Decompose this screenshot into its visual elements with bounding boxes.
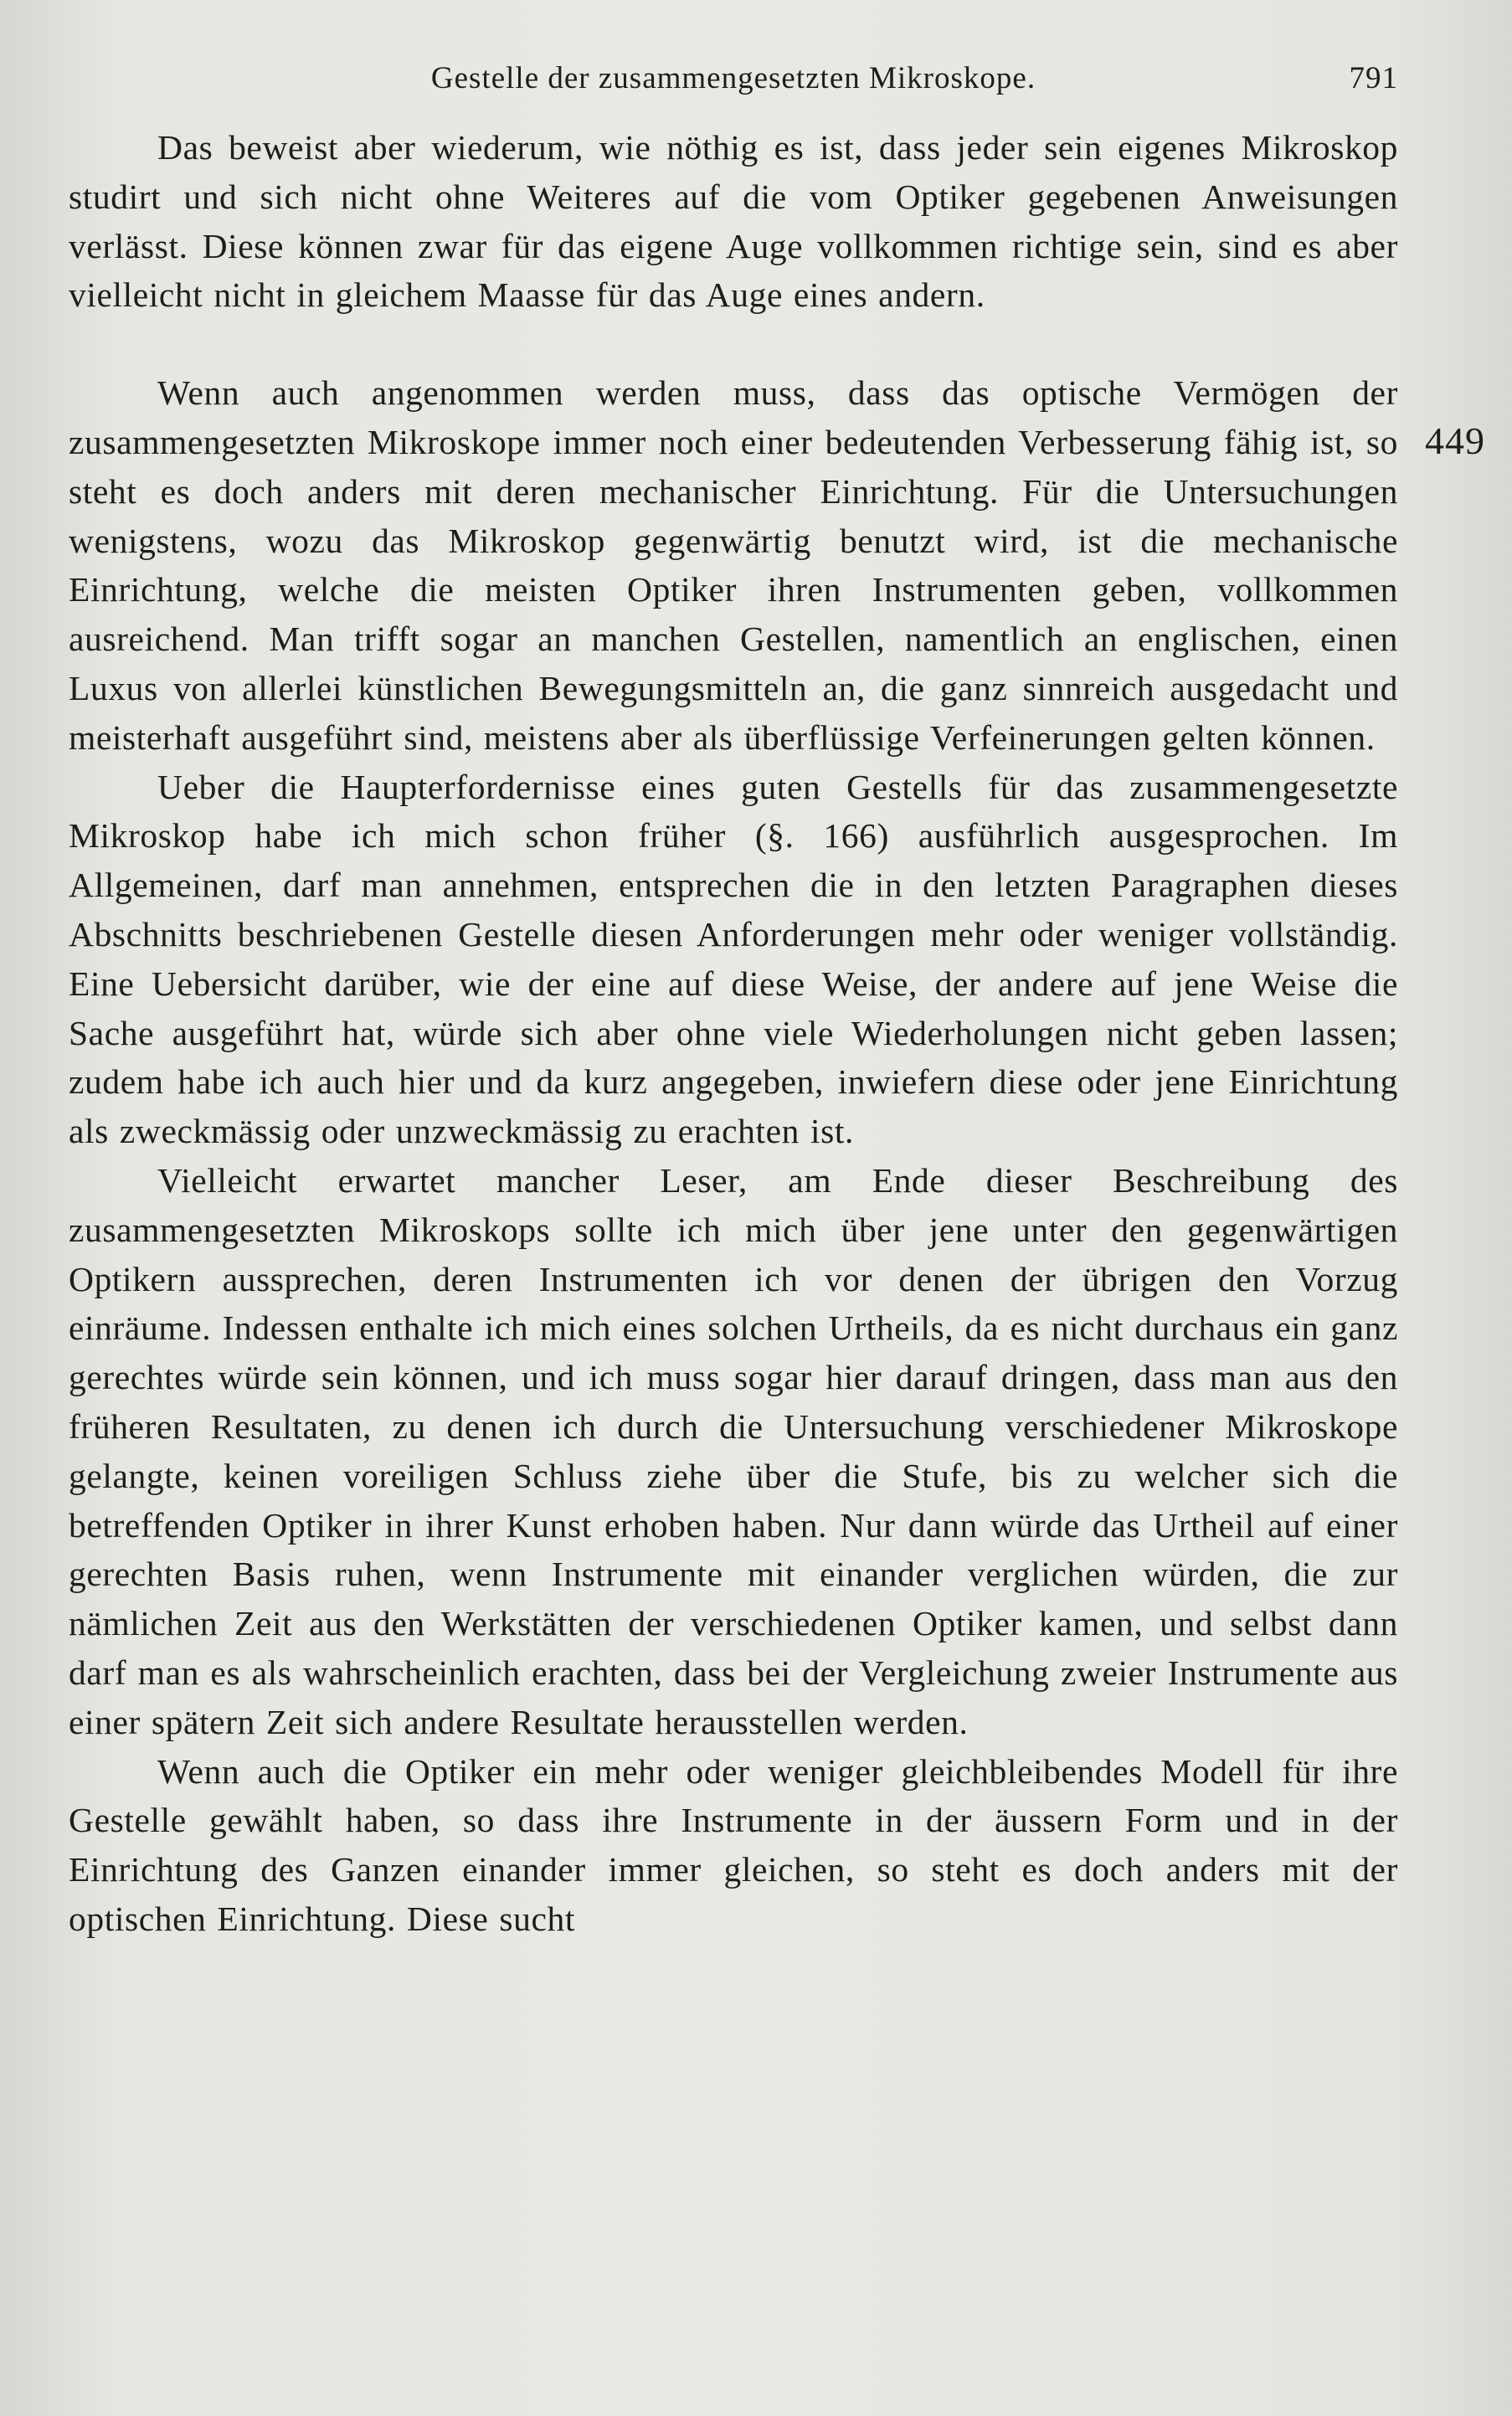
running-title: Gestelle der zusammengesetzten Mikroskope. (430, 61, 1036, 95)
paragraph-3: Ueber die Haupterfordernisse eines guten Gestells für das zusammengesetzte Mikroskop habe ich mich schon früher (§. 166) ausführlich ausgesprochen. Im Allgemeinen, darf man annehmen, entsprechen die in den letzten Paragraphen dieses Abschnitts beschriebenen Gestelle diesen Anforderungen mehr oder weniger vollständig. Eine Uebersicht darüber, wie der eine auf diese Weise, der andere auf jene Weise die Sache ausgeführt hat, würde sich aber ohne viele Wiederholungen nicht geben lassen; zudem habe ich auch hier und da kurz angegeben, inwiefern diese oder jene Einrichtung als zweckmässig oder unzweckmässig zu erachten ist. (69, 767, 1398, 1151)
body-text (69, 123, 1398, 1944)
paragraph-4: Vielleicht erwartet mancher Leser, am Ende dieser Beschreibung des zusammengesetzten Mikroskops sollte ich mich über jene unter den gegenwärtigen Optikern aussprechen, deren Instrumenten ich vor denen der übrigen den Vorzug einräume. Indessen enthalte ich mich eines solchen Urtheils, da es nicht durchaus ein ganz gerechtes würde sein können, und ich muss sogar hier darauf dringen, dass man aus den früheren Resultaten, zu denen ich durch die Untersuchung verschiedener Mikroskope gelangte, keinen voreiligen Schluss ziehe über die Stufe, bis zu welcher sich die betreffenden Optiker in ihrer Kunst erhoben haben. Nur dann würde das Urtheil auf einer gerechten Basis ruhen, wenn Instrumente mit einander verglichen würden, die zur nämlichen Zeit aus den Werkstätten der verschiedenen Optiker kamen, und selbst dann darf man es als wahrscheinlich erachten, dass bei der Vergleichung zweier Instrumente aus einer spätern Zeit sich andere Resultate herausstellen werden. (69, 1160, 1398, 1741)
page-header (69, 60, 1398, 111)
paragraph-1: Das beweist aber wiederum, wie nöthig es ist, dass jeder sein eigenes Mikroskop studirt und sich nicht ohne Weiteres auf die vom Optiker gegebenen Anweisungen verlässt. Diese können zwar für das eigene Auge vollkommen richtige sein, sind es aber vielleicht nicht in gleichem Maasse für das Auge eines andern. (69, 128, 1398, 315)
paragraph-5: Wenn auch die Optiker ein mehr oder weniger gleichbleibendes Modell für ihre Gestelle gewählt haben, so dass ihre Instrumente in der äussern Form und in der Einrichtung des Ganzen einander immer gleichen, so steht es doch anders mit der optischen Einrichtung. Diese sucht (69, 1751, 1398, 1938)
paragraph-2: Wenn auch angenommen werden muss, dass das optische Vermögen der zusammengesetzten Mikroskope immer noch einer bedeutenden Verbesserung fähig ist, so steht es doch anders mit deren mechanischer Einrichtung. Für die Untersuchungen wenigstens, wozu das Mikroskop gegenwärtig benutzt wird, ist die mechanische Einrichtung, welche die meisten Optiker ihren Instrumenten geben, vollkommen ausreichend. Man trifft sogar an manchen Gestellen, namentlich an englischen, einen Luxus von allerlei künstlichen Bewegungsmitteln an, die ganz sinnreich ausgedacht und meisterhaft ausgeführt sind, meistens aber als überflüssige Verfeinerungen gelten können. (69, 373, 1398, 757)
margin-paragraph-number: 449 (1425, 419, 1485, 462)
page-number: 791 (1349, 61, 1398, 95)
